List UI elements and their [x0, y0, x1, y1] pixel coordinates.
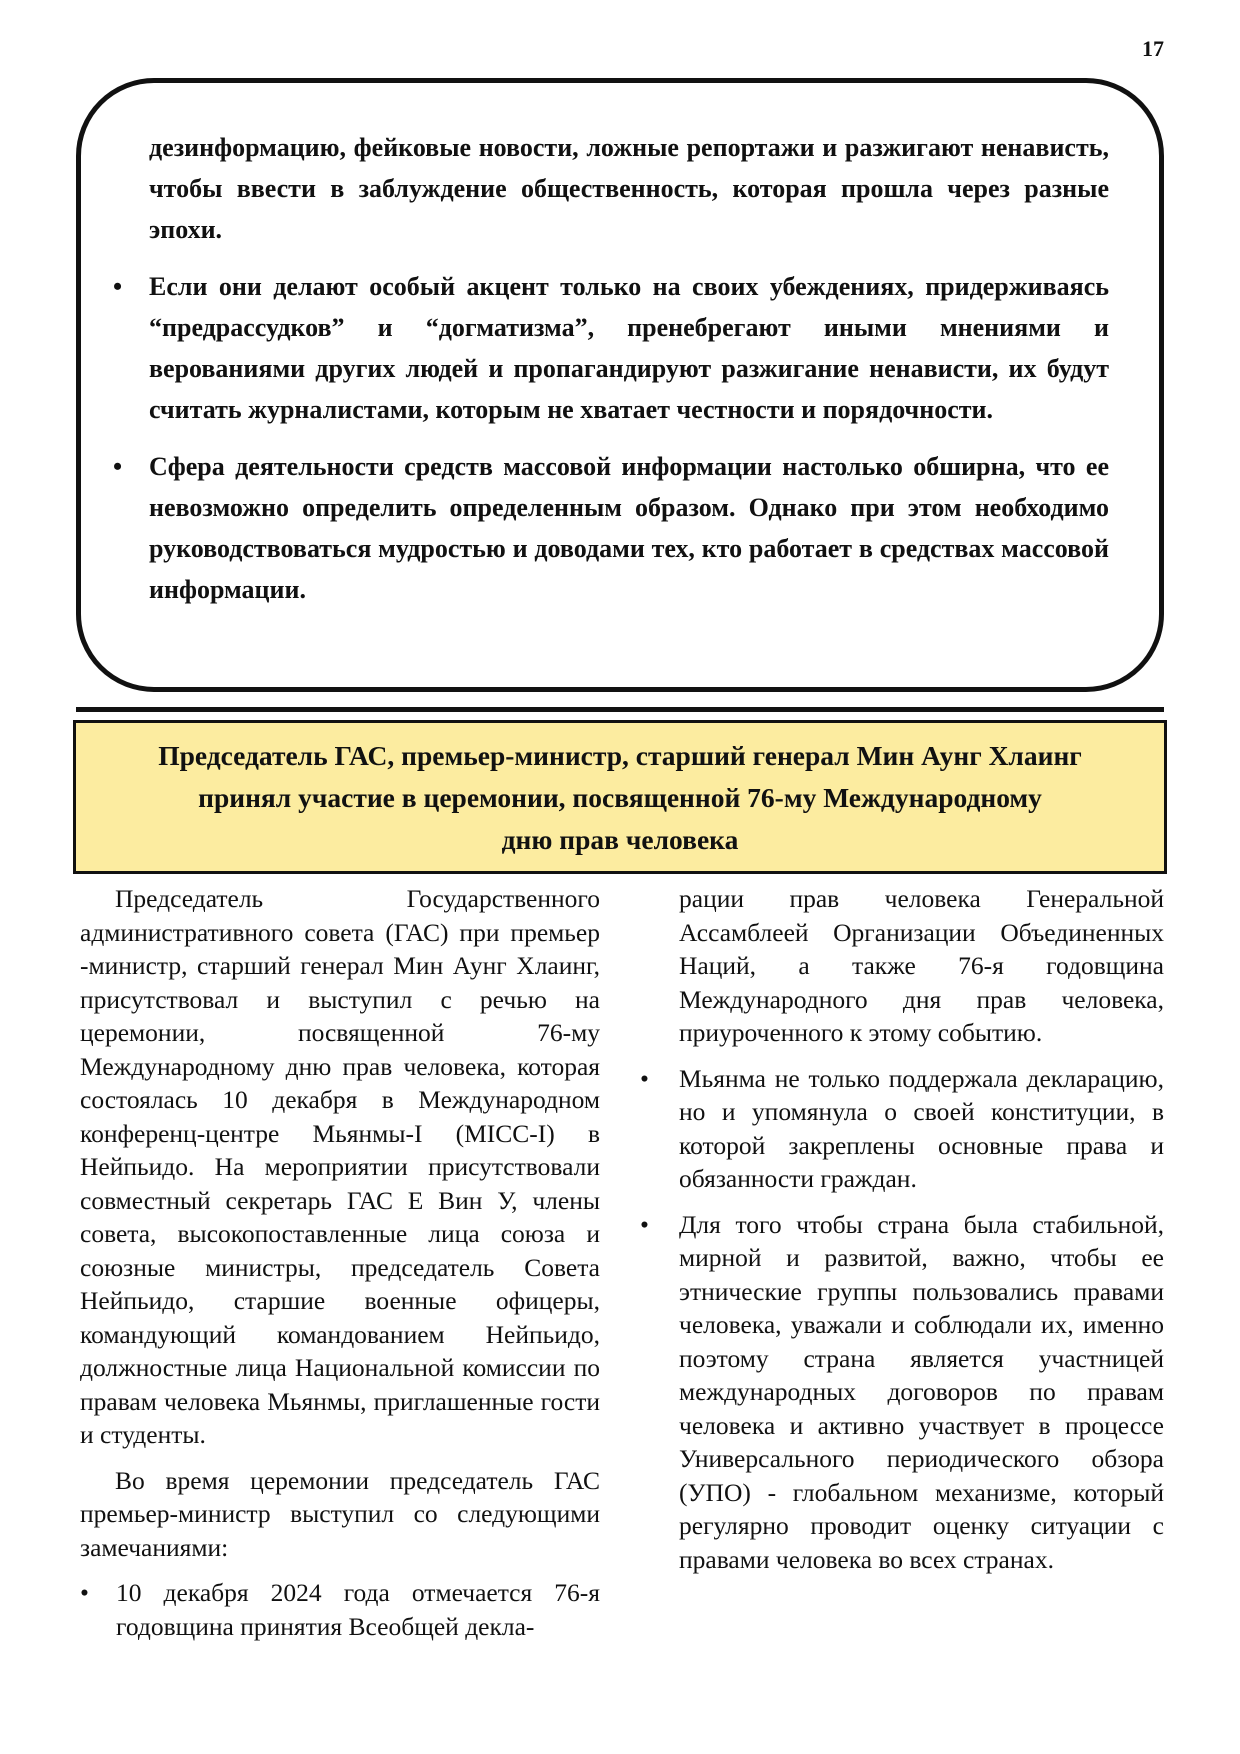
- article-bullet-item: [640, 1208, 1164, 1577]
- headline-line: принял участие в церемонии, посвященной 76-му Международному: [198, 782, 1042, 813]
- headline-line: Председатель ГАС, премьер-министр, старший генерал Мин Аунг Хлаинг: [158, 740, 1082, 771]
- article-bullet-item: [640, 1062, 1164, 1196]
- headline-line: дню прав человека: [501, 824, 739, 855]
- article-paragraph: Во время церемонии председатель ГАС премьер-министр выступил со следующими замечаниями:: [80, 1465, 600, 1562]
- article-column-left: [80, 882, 600, 1655]
- bullet-icon: •: [640, 1209, 649, 1239]
- box-bullet-item: [113, 266, 1109, 430]
- article-bullet-item: [80, 1576, 600, 1643]
- box-bullet-text: Если они делают особый акцент только на своих убеждениях, придерживаясь “предрассудков” и “догматизма”, пренебрегают иными мнениями и верованиями других людей и пропагандируют разжигание ненависти, их будут считать журналистами, которым не хватает честности и порядочности.: [149, 272, 1109, 424]
- article-column-right: [640, 882, 1164, 1588]
- quote-box-content: [113, 127, 1109, 626]
- bullet-icon: •: [113, 272, 123, 301]
- article-paragraph: рации прав человека Генеральной Ассамблеей Организации Объединенных Наций, а также 76-я годовщина Международного дня прав человека, приуроченного к этому событию.: [679, 884, 1164, 1047]
- section-divider: [76, 707, 1164, 712]
- article-bullet-text: Для того чтобы страна была стабильной, мирной и развитой, важно, чтобы ее этнические группы пользовались правами человека, уважали и соблюдали их, именно поэтому страна является участницей международных договоров по правам человека и активно участвует в процессе Универсального периодического обзора (УПО) - глобальном механизме, который регулярно проводит оценку ситуации с правами человека во всех странах.: [679, 1209, 1164, 1574]
- article-bullet-text: 10 декабря 2024 года отмечается 76-я годовщина принятия Всеобщей декла-: [116, 1578, 600, 1641]
- quote-box: [76, 78, 1164, 692]
- article-paragraph: Председатель Государственного административного совета (ГАС) при премьер -министр, старший генерал Мин Аунг Хлаинг, присутствовал и выступил с речью на церемонии, посвященной 76-му Международному дню прав человека, которая состоялась 10 декабря в Международном конференц-центре Мьянмы-I (MICC-I) в Нейпьидо. На мероприятии присутствовали совместный секретарь ГАС Е Вин У, члены совета, высокопоставленные лица союза и союзные министры, председатель Совета Нейпьидо, старшие военные офицеры, командующий командованием Нейпьидо, должностные лица Национальной комиссии по правам человека Мьянмы, приглашенные гости и студенты.: [80, 884, 600, 1449]
- box-bullet-item: [113, 446, 1109, 610]
- bullet-icon: •: [640, 1063, 649, 1093]
- article-bullet-text: Мьянма не только поддержала декларацию, но и упомянула о своей конституции, в которой закреплены основные права и обязанности граждан.: [679, 1063, 1164, 1193]
- bullet-icon: •: [80, 1578, 89, 1607]
- page-number: 17: [1142, 36, 1164, 61]
- bullet-icon: •: [113, 452, 123, 481]
- box-continued-paragraph: дезинформацию, фейковые новости, ложные репортажи и разжигают ненависть, чтобы ввести в заблуждение общественность, которая прошла через разные эпохи.: [149, 133, 1109, 244]
- article-headline: [73, 720, 1167, 874]
- box-bullet-text: Сфера деятельности средств массовой информации настолько обширна, что ее невозможно определить определенным образом. Однако при этом необходимо руководствоваться мудростью и доводами тех, кто работает в средствах массовой информации.: [149, 452, 1109, 604]
